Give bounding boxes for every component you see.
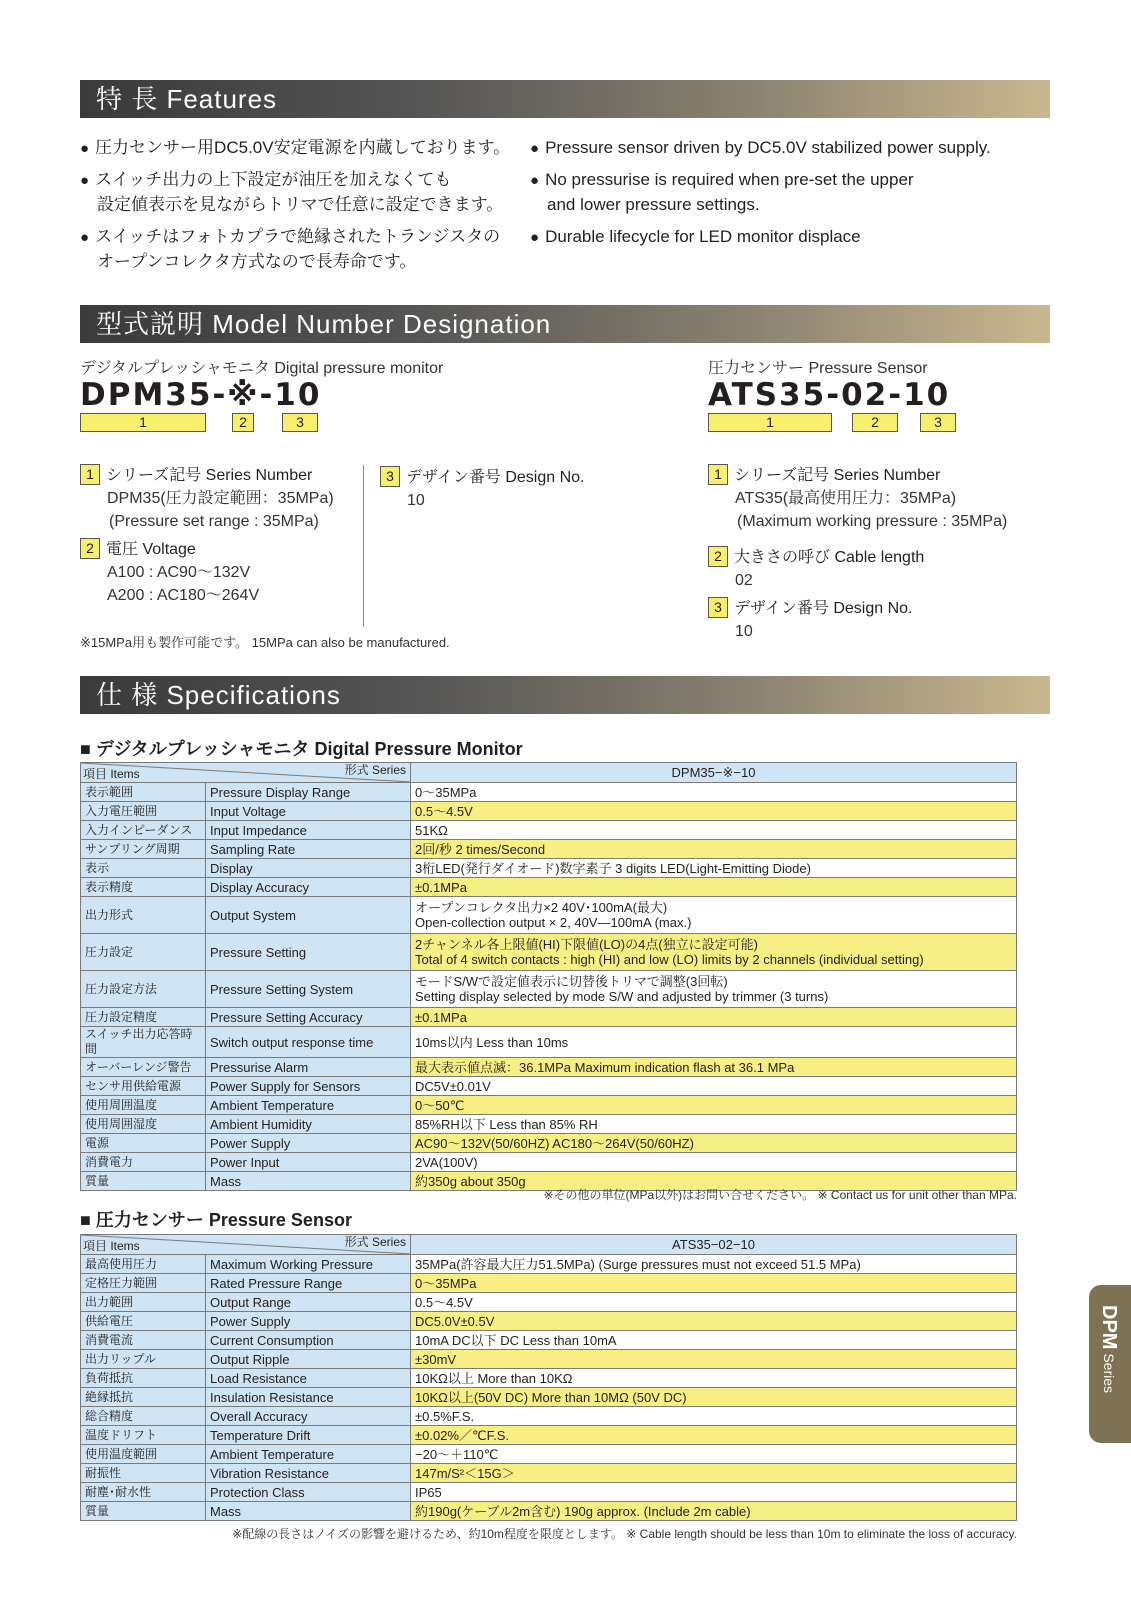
item-en: Ambient Humidity bbox=[206, 1115, 411, 1134]
sensor-code-box-1: 1 bbox=[708, 413, 832, 432]
item-en: Output Range bbox=[206, 1293, 411, 1312]
items-label: 項目 Items bbox=[83, 767, 140, 781]
item-value: 0.5〜4.5V bbox=[411, 802, 1017, 821]
item-en: Temperature Drift bbox=[206, 1426, 411, 1445]
table-row bbox=[81, 1274, 1017, 1293]
item-value: 10KΩ以上 More than 10KΩ bbox=[411, 1369, 1017, 1388]
item-en: Pressure Setting System bbox=[206, 971, 411, 1008]
item-jp: 表示 bbox=[81, 859, 206, 878]
item-value: 2チャンネル各上限値(HI)下限値(LO)の4点(独立に設定可能) Total of 4 switch contacts : high (HI) and low (LO) limits by 2 channels (individual setting) bbox=[411, 934, 1017, 971]
table-row bbox=[81, 1027, 1017, 1058]
manufacture-note: ※15MPa用も製作可能です。 15MPa can also be manufactured. bbox=[80, 635, 450, 650]
item-jp: 入力電圧範囲 bbox=[81, 802, 206, 821]
item-value: 10ms以内 Less than 10ms bbox=[411, 1027, 1017, 1058]
sensor-code-box-2: 2 bbox=[852, 413, 898, 432]
item-value: ±0.02%／℃F.S. bbox=[411, 1426, 1017, 1445]
item-en: Display bbox=[206, 859, 411, 878]
table-row bbox=[81, 1350, 1017, 1369]
table-row bbox=[81, 1464, 1017, 1483]
feature-jp-2: ● スイッチ出力の上下設定が油圧を加えなくても 設定値表示を見ながらトリマで任意に設定できます。 bbox=[80, 170, 504, 214]
item-en: Ambient Temperature bbox=[206, 1096, 411, 1115]
features-heading: 特 長 Features bbox=[80, 80, 1050, 118]
item-jp: 使用周囲湿度 bbox=[81, 1115, 206, 1134]
item-jp: 表示精度 bbox=[81, 878, 206, 897]
item-value: 約190g(ケーブル2m含む) 190g approx. (Include 2m cable) bbox=[411, 1502, 1017, 1521]
item-jp: 電源 bbox=[81, 1134, 206, 1153]
item-value: 2VA(100V) bbox=[411, 1153, 1017, 1172]
item-jp: 使用温度範囲 bbox=[81, 1445, 206, 1464]
monitor-spec-table bbox=[80, 762, 1017, 1191]
item-jp: 圧力設定方法 bbox=[81, 971, 206, 1008]
table-row bbox=[81, 1058, 1017, 1077]
table-row bbox=[81, 783, 1017, 802]
feature-en-3: ● Durable lifecycle for LED monitor displace bbox=[530, 227, 861, 246]
item-value: 最大表示値点滅：36.1MPa Maximum indication flash at 36.1 MPa bbox=[411, 1058, 1017, 1077]
item-jp: 消費電流 bbox=[81, 1331, 206, 1350]
table-row bbox=[81, 1153, 1017, 1172]
table-row bbox=[81, 1331, 1017, 1350]
table-row bbox=[81, 1369, 1017, 1388]
item-en: Current Consumption bbox=[206, 1331, 411, 1350]
sensor-model-header: ATS35−02−10 bbox=[411, 1235, 1017, 1255]
table-row bbox=[81, 1293, 1017, 1312]
series-label: 形式 Series bbox=[344, 763, 406, 777]
item-en: Ambient Temperature bbox=[206, 1445, 411, 1464]
table-row bbox=[81, 1483, 1017, 1502]
item-en: Output System bbox=[206, 897, 411, 934]
item-jp: 最高使用圧力 bbox=[81, 1255, 206, 1274]
item-value: 0〜35MPa bbox=[411, 783, 1017, 802]
item-value: モードS/Wで設定値表示に切替後トリマで調整(3回転) Setting display selected by mode S/W and adjusted by trimmer (3 turns) bbox=[411, 971, 1017, 1008]
sensor-model-code: ATS35-02-10 bbox=[708, 377, 951, 413]
table-row bbox=[81, 897, 1017, 934]
item-value: ±0.5%F.S. bbox=[411, 1407, 1017, 1426]
item-value: ±30mV bbox=[411, 1350, 1017, 1369]
item-value: 0〜35MPa bbox=[411, 1274, 1017, 1293]
item-jp: サンプリング周期 bbox=[81, 840, 206, 859]
item-jp: 耐振性 bbox=[81, 1464, 206, 1483]
feature-jp-1: ● 圧力センサー用DC5.0V安定電源を内蔵しております。 bbox=[80, 138, 511, 157]
item-en: Pressure Setting bbox=[206, 934, 411, 971]
table-row bbox=[81, 1445, 1017, 1464]
item-value: −20〜＋110℃ bbox=[411, 1445, 1017, 1464]
item-jp: 絶縁抵抗 bbox=[81, 1388, 206, 1407]
item-en: Rated Pressure Range bbox=[206, 1274, 411, 1293]
table-row bbox=[81, 1008, 1017, 1027]
item-value: ±0.1MPa bbox=[411, 1008, 1017, 1027]
divider bbox=[363, 465, 364, 627]
item-jp: 表示範囲 bbox=[81, 783, 206, 802]
item-value: 51KΩ bbox=[411, 821, 1017, 840]
item-jp: 総合精度 bbox=[81, 1407, 206, 1426]
sensor-header-row bbox=[81, 1235, 1017, 1255]
specifications-heading: 仕 様 Specifications bbox=[80, 676, 1050, 714]
item-jp: 入力インピーダンス bbox=[81, 821, 206, 840]
sensor-spec-table bbox=[80, 1234, 1017, 1521]
item-jp: スイッチ出力応答時間 bbox=[81, 1027, 206, 1058]
item-en: Insulation Resistance bbox=[206, 1388, 411, 1407]
item-jp: 温度ドリフト bbox=[81, 1426, 206, 1445]
item-value: ±0.1MPa bbox=[411, 878, 1017, 897]
sensor-desc-1: 1 シリーズ記号 Series Number ATS35(最高使用圧力：35MPa) (Maximum working pressure : 35MPa) bbox=[708, 464, 1007, 533]
item-en: Mass bbox=[206, 1502, 411, 1521]
table-row bbox=[81, 934, 1017, 971]
item-value: 147m/S²＜15G＞ bbox=[411, 1464, 1017, 1483]
series-side-tab: DPM Series bbox=[1089, 1285, 1131, 1443]
code-box-2: 2 bbox=[232, 413, 254, 432]
item-jp: 出力範囲 bbox=[81, 1293, 206, 1312]
item-en: Power Supply bbox=[206, 1312, 411, 1331]
code-box-1: 1 bbox=[80, 413, 206, 432]
feature-jp-3: ● スイッチはフォトカプラで絶縁されたトランジスタの オープンコレクタ方式なので長寿命です。 bbox=[80, 227, 501, 271]
monitor-model-code: DPM35-※-10 bbox=[80, 377, 322, 413]
table-row bbox=[81, 1502, 1017, 1521]
item-en: Output Ripple bbox=[206, 1350, 411, 1369]
item-value: 2回/秒 2 times/Second bbox=[411, 840, 1017, 859]
item-en: Power Supply bbox=[206, 1134, 411, 1153]
monitor-model-header: DPM35−※−10 bbox=[411, 763, 1017, 783]
model-heading: 型式説明 Model Number Designation bbox=[80, 305, 1050, 343]
item-jp: オーバーレンジ警告 bbox=[81, 1058, 206, 1077]
item-jp: 質量 bbox=[81, 1172, 206, 1191]
table-row bbox=[81, 1407, 1017, 1426]
monitor-subtitle: デジタルプレッシャモニタ Digital pressure monitor bbox=[80, 360, 444, 377]
item-value: 0.5〜4.5V bbox=[411, 1293, 1017, 1312]
feature-en-2: ● No pressurise is required when pre-set the upper and lower pressure settings. bbox=[530, 170, 914, 214]
item-en: Sampling Rate bbox=[206, 840, 411, 859]
item-jp: 出力リップル bbox=[81, 1350, 206, 1369]
item-value: 0〜50℃ bbox=[411, 1096, 1017, 1115]
item-en: Input Voltage bbox=[206, 802, 411, 821]
sensor-table-note: ※配線の長さはノイズの影響を避けるため、約10m程度を限度とします。 ※ Cable length should be less than 10m to eliminate the loss of accuracy. bbox=[232, 1527, 1017, 1541]
item-jp: 出力形式 bbox=[81, 897, 206, 934]
item-value: 85%RH以下 Less than 85% RH bbox=[411, 1115, 1017, 1134]
sensor-subtitle: 圧力センサー Pressure Sensor bbox=[708, 360, 928, 377]
code-box-3: 3 bbox=[282, 413, 318, 432]
item-value: オープンコレクタ出力×2 40V･100mA(最大) Open-collection output × 2, 40V—100mA (max.) bbox=[411, 897, 1017, 934]
monitor-table-note: ※その他の単位(MPa以外)はお問い合せください。 ※ Contact us for unit other than MPa. bbox=[543, 1188, 1017, 1202]
item-en: Power Supply for Sensors bbox=[206, 1077, 411, 1096]
item-en: Overall Accuracy bbox=[206, 1407, 411, 1426]
monitor-desc-1: 1 シリーズ記号 Series Number DPM35(圧力設定範囲：35MPa) (Pressure set range : 35MPa) bbox=[80, 464, 334, 533]
table-row bbox=[81, 859, 1017, 878]
feature-en-1: ● Pressure sensor driven by DC5.0V stabilized power supply. bbox=[530, 138, 991, 157]
table-row bbox=[81, 1115, 1017, 1134]
item-en: Load Resistance bbox=[206, 1369, 411, 1388]
monitor-table-title: ■ デジタルプレッシャモニタ Digital Pressure Monitor bbox=[80, 739, 523, 759]
item-en: Switch output response time bbox=[206, 1027, 411, 1058]
item-en: Power Input bbox=[206, 1153, 411, 1172]
items-label: 項目 Items bbox=[83, 1239, 140, 1253]
item-en: Pressurise Alarm bbox=[206, 1058, 411, 1077]
item-jp: 圧力設定 bbox=[81, 934, 206, 971]
item-en: Pressure Setting Accuracy bbox=[206, 1008, 411, 1027]
table-row bbox=[81, 821, 1017, 840]
table-row bbox=[81, 878, 1017, 897]
table-row bbox=[81, 1255, 1017, 1274]
table-row bbox=[81, 1134, 1017, 1153]
item-value: 約350g about 350g bbox=[411, 1172, 1017, 1191]
table-row bbox=[81, 1077, 1017, 1096]
item-value: DC5V±0.01V bbox=[411, 1077, 1017, 1096]
item-jp: 定格圧力範囲 bbox=[81, 1274, 206, 1293]
sensor-table-title: ■ 圧力センサー Pressure Sensor bbox=[80, 1210, 352, 1230]
item-value: IP65 bbox=[411, 1483, 1017, 1502]
table-row bbox=[81, 840, 1017, 859]
monitor-header-row bbox=[81, 763, 1017, 783]
item-en: Maximum Working Pressure bbox=[206, 1255, 411, 1274]
item-en: Protection Class bbox=[206, 1483, 411, 1502]
item-jp: 供給電圧 bbox=[81, 1312, 206, 1331]
item-en: Input Impedance bbox=[206, 821, 411, 840]
item-en: Vibration Resistance bbox=[206, 1464, 411, 1483]
item-jp: センサ用供給電源 bbox=[81, 1077, 206, 1096]
item-jp: 消費電力 bbox=[81, 1153, 206, 1172]
item-value: 10KΩ以上(50V DC) More than 10MΩ (50V DC) bbox=[411, 1388, 1017, 1407]
item-jp: 圧力設定精度 bbox=[81, 1008, 206, 1027]
table-row bbox=[81, 802, 1017, 821]
sensor-desc-3: 3 デザイン番号 Design No. 10 bbox=[708, 597, 912, 643]
item-value: DC5.0V±0.5V bbox=[411, 1312, 1017, 1331]
item-value: 10mA DC以下 DC Less than 10mA bbox=[411, 1331, 1017, 1350]
sensor-desc-2: 2 大きさの呼び Cable length 02 bbox=[708, 546, 924, 592]
item-value: AC90〜132V(50/60HZ) AC180〜264V(50/60HZ) bbox=[411, 1134, 1017, 1153]
sensor-code-box-3: 3 bbox=[920, 413, 956, 432]
table-row bbox=[81, 1426, 1017, 1445]
item-en: Display Accuracy bbox=[206, 878, 411, 897]
item-value: 3桁LED(発行ダイオード)数字素子 3 digits LED(Light-Emitting Diode) bbox=[411, 859, 1017, 878]
series-label: 形式 Series bbox=[344, 1235, 406, 1249]
table-row bbox=[81, 1312, 1017, 1331]
item-jp: 使用周囲温度 bbox=[81, 1096, 206, 1115]
table-row bbox=[81, 971, 1017, 1008]
monitor-desc-3: 3 デザイン番号 Design No. 10 bbox=[380, 466, 584, 512]
item-en: Pressure Display Range bbox=[206, 783, 411, 802]
item-jp: 質量 bbox=[81, 1502, 206, 1521]
item-value: 35MPa(許容最大圧力51.5MPa) (Surge pressures must not exceed 51.5 MPa) bbox=[411, 1255, 1017, 1274]
monitor-desc-2: 2 電圧 Voltage A100 : AC90〜132V A200 : AC180〜264V bbox=[80, 538, 259, 607]
item-jp: 耐塵･耐水性 bbox=[81, 1483, 206, 1502]
item-jp: 負荷抵抗 bbox=[81, 1369, 206, 1388]
table-row bbox=[81, 1096, 1017, 1115]
table-row bbox=[81, 1388, 1017, 1407]
item-en: Mass bbox=[206, 1172, 411, 1191]
